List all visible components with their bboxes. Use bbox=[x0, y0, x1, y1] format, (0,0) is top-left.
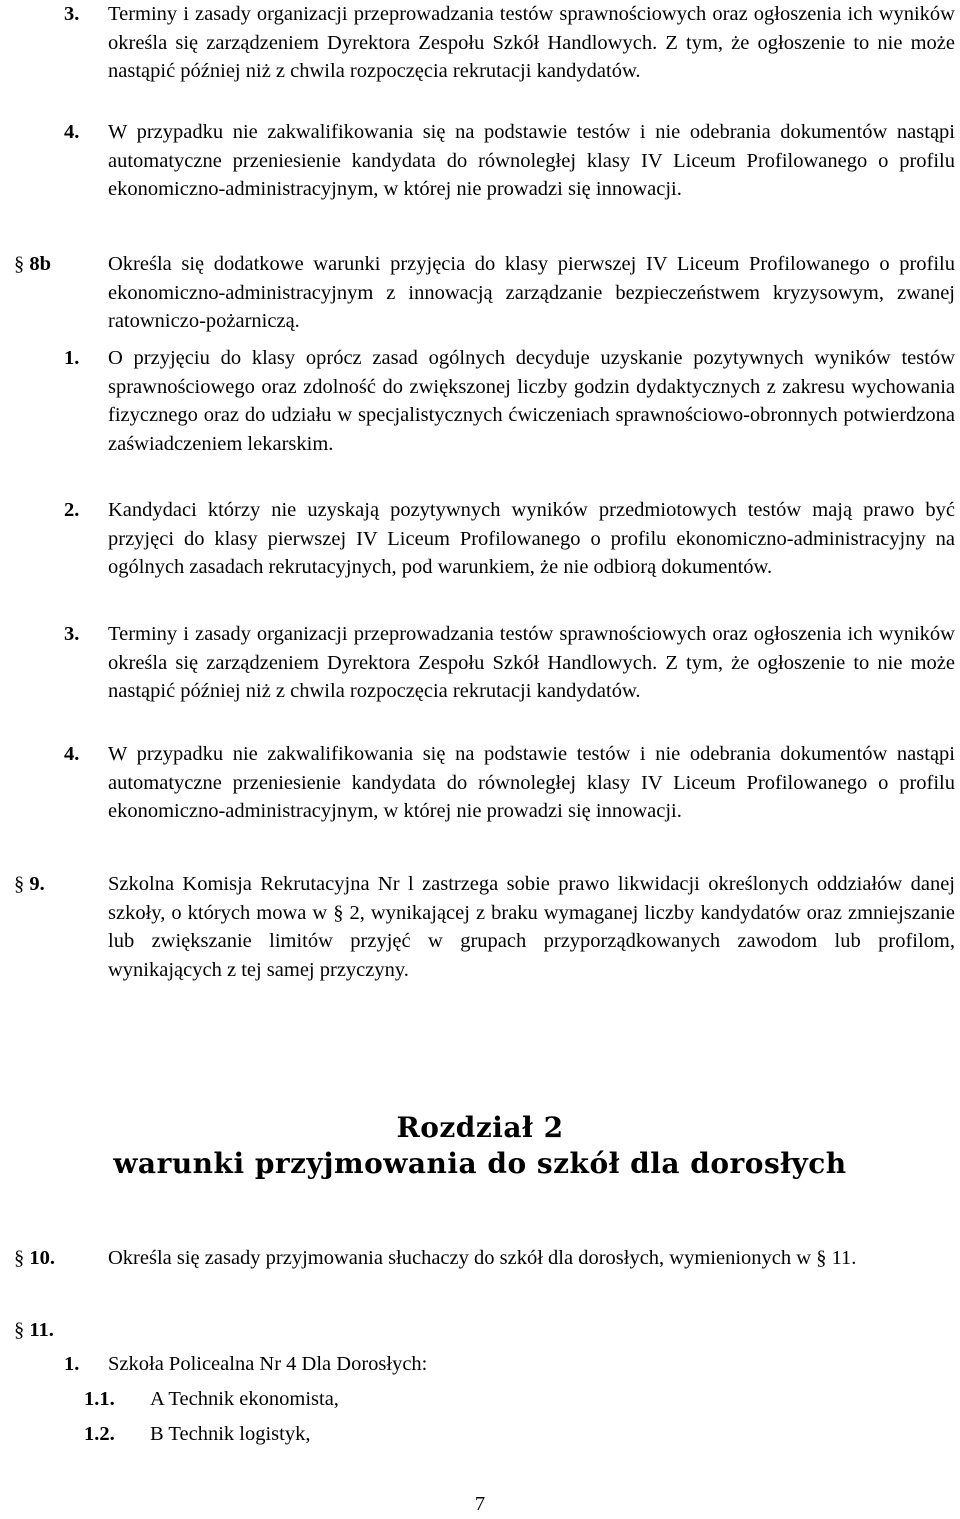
chapter-subtitle: warunki przyjmowania do szkół dla dorosłych bbox=[113, 1147, 847, 1180]
section-sign-icon: § bbox=[14, 873, 25, 895]
section-intro: Określa się dodatkowe warunki przyjęcia do klasy pierwszej IV Liceum Profilowanego o profilu ekonomiczno-administracyjnym z innowacją zarządzanie bezpieczeństwem kryzysowym, zwanej ratowniczo-pożarniczą. bbox=[108, 253, 955, 333]
item-text: Szkoła Policealna Nr 4 Dla Dorosłych: bbox=[108, 1353, 428, 1375]
item-text: W przypadku nie zakwalifikowania się na podstawie testów i nie odebrania dokumentów nastąpi automatyczne przeniesienie kandydata do równoległej klasy IV Liceum Profilowanego o profilu ekonomiczno-administracyjnym, w której nie prowadzi się innowacji. bbox=[108, 121, 955, 201]
item-number: 4. bbox=[64, 121, 80, 143]
item-number: 1. bbox=[64, 347, 80, 369]
section-sign-icon: § bbox=[14, 1247, 25, 1269]
item-text: O przyjęciu do klasy oprócz zasad ogólnych decyduje uzyskanie pozytywnych wyników testów sprawnościowego oraz zdolność do zwiększonej liczby godzin dydaktycznych z zakresu wychowania fizycznego oraz do udziału w specjalistycznych ćwiczeniach sprawnościowo-obronnych potwierdzona zaświadczeniem lekarskim. bbox=[108, 347, 955, 455]
section-text: Określa się zasady przyjmowania słuchaczy do szkół dla dorosłych, wymienionych w § 11. bbox=[108, 1247, 857, 1269]
section-number: § 8b bbox=[14, 253, 52, 275]
section-number: § 10. bbox=[14, 1247, 55, 1269]
subitem-number: 1.1. bbox=[84, 1388, 115, 1410]
chapter-title: Rozdział 2 bbox=[396, 1111, 564, 1144]
section-text: Szkolna Komisja Rekrutacyjna Nr l zastrzega sobie prawo likwidacji określonych oddziałów danej szkoły, o których mowa w § 2, wynikającej z braku wymaganej liczby kandydatów oraz zmniejszanie lub zwiększanie limitów przyjęć w grupach przyporządkowanych zawodom lub profilom, wynikających z tej samej przyczyny. bbox=[108, 873, 955, 981]
item-number: 4. bbox=[64, 743, 80, 765]
item-text: W przypadku nie zakwalifikowania się na podstawie testów i nie odebrania dokumentów nastąpi automatyczne przeniesienie kandydata do równoległej klasy IV Liceum Profilowanego o profilu ekonomiczno-administracyjnym, w której nie prowadzi się innowacji. bbox=[108, 743, 955, 823]
item-number: 2. bbox=[64, 499, 80, 521]
section-number: § 9. bbox=[14, 873, 45, 895]
section-sign-icon: § bbox=[14, 1319, 25, 1341]
subitem-text: B Technik logistyk, bbox=[150, 1423, 311, 1445]
item-number: 3. bbox=[64, 3, 80, 25]
item-number: 1. bbox=[64, 1353, 80, 1375]
subitem-number: 1.2. bbox=[84, 1423, 115, 1445]
item-text: Terminy i zasady organizacji przeprowadzania testów sprawnościowych oraz ogłoszenia ich wyników określa się zarządzeniem Dyrektora Zespołu Szkół Handlowych. Z tym, że ogłoszenie to nie może nastąpić później niż z chwila rozpoczęcia rekrutacji kandydatów. bbox=[108, 623, 955, 703]
item-text: Kandydaci którzy nie uzyskają pozytywnych wyników przedmiotowych testów mają prawo być przyjęci do klasy pierwszej IV Liceum Profilowanego o profilu ekonomiczno-administracyjny na ogólnych zasadach rekrutacyjnych, pod warunkiem, że nie odbiorą dokumentów. bbox=[108, 499, 955, 579]
subitem-text: A Technik ekonomista, bbox=[150, 1388, 339, 1410]
item-text: Terminy i zasady organizacji przeprowadzania testów sprawnościowych oraz ogłoszenia ich wyników określa się zarządzeniem Dyrektora Zespołu Szkół Handlowych. Z tym, że ogłoszenie to nie może nastąpić później niż z chwila rozpoczęcia rekrutacji kandydatów. bbox=[108, 3, 955, 83]
page-number: 7 bbox=[474, 1493, 486, 1515]
item-number: 3. bbox=[64, 623, 80, 645]
section-number: § 11. bbox=[14, 1319, 54, 1341]
section-sign-icon: § bbox=[14, 253, 25, 275]
